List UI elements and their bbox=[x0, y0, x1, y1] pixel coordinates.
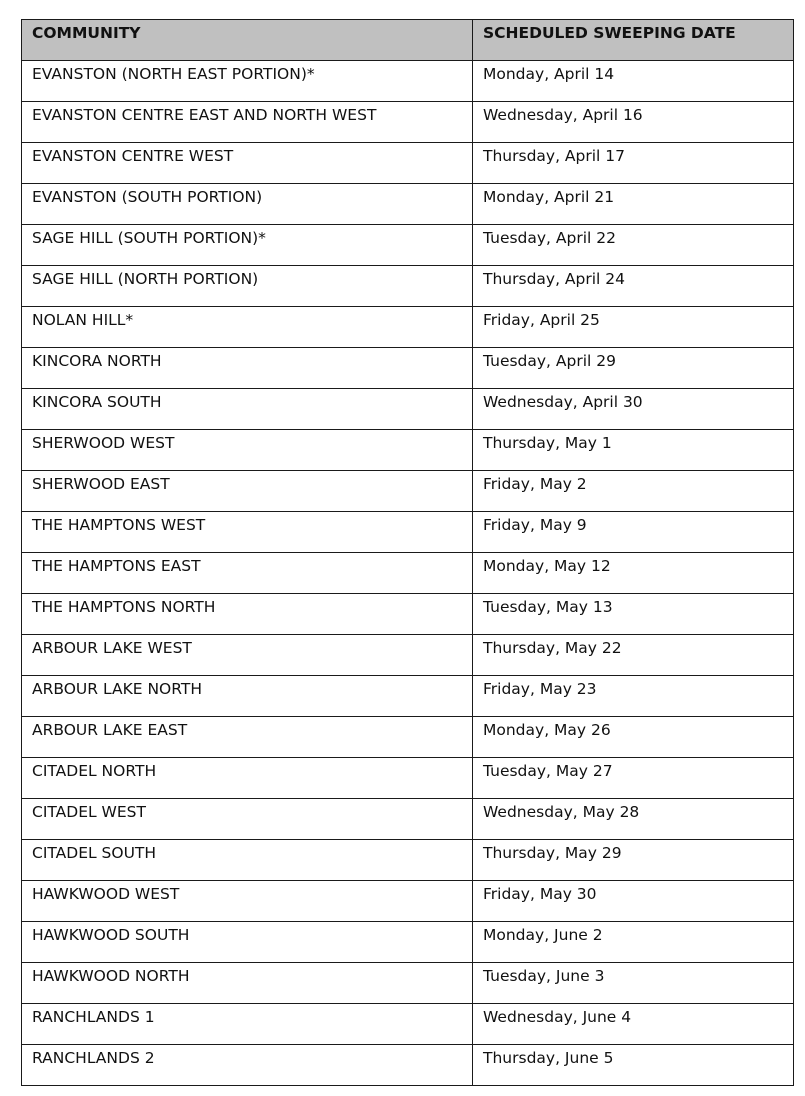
community-cell: RANCHLANDS 1 bbox=[22, 1004, 473, 1045]
community-cell: CITADEL WEST bbox=[22, 799, 473, 840]
community-cell: EVANSTON (NORTH EAST PORTION)* bbox=[22, 61, 473, 102]
table-row bbox=[22, 717, 794, 758]
community-cell: HAWKWOOD WEST bbox=[22, 881, 473, 922]
sweeping-date-cell: Monday, April 21 bbox=[473, 184, 794, 225]
community-cell: EVANSTON (SOUTH PORTION) bbox=[22, 184, 473, 225]
table-row bbox=[22, 184, 794, 225]
community-cell: ARBOUR LAKE WEST bbox=[22, 635, 473, 676]
table-row bbox=[22, 635, 794, 676]
community-cell: ARBOUR LAKE EAST bbox=[22, 717, 473, 758]
sweeping-date-cell: Tuesday, April 22 bbox=[473, 225, 794, 266]
table-row bbox=[22, 225, 794, 266]
community-cell: KINCORA NORTH bbox=[22, 348, 473, 389]
table-row bbox=[22, 348, 794, 389]
sweeping-date-cell: Tuesday, April 29 bbox=[473, 348, 794, 389]
table-row bbox=[22, 307, 794, 348]
table-row bbox=[22, 266, 794, 307]
community-cell: RANCHLANDS 2 bbox=[22, 1045, 473, 1086]
sweeping-schedule-table bbox=[21, 19, 794, 1086]
sweeping-date-cell: Thursday, April 24 bbox=[473, 266, 794, 307]
column-header-scheduled-sweeping-date: SCHEDULED SWEEPING DATE bbox=[473, 20, 794, 61]
sweeping-date-cell: Wednesday, April 30 bbox=[473, 389, 794, 430]
sweeping-date-cell: Friday, May 23 bbox=[473, 676, 794, 717]
community-cell: NOLAN HILL* bbox=[22, 307, 473, 348]
community-cell: SAGE HILL (SOUTH PORTION)* bbox=[22, 225, 473, 266]
community-cell: THE HAMPTONS WEST bbox=[22, 512, 473, 553]
sweeping-date-cell: Thursday, May 1 bbox=[473, 430, 794, 471]
table-row bbox=[22, 61, 794, 102]
sweeping-date-cell: Friday, May 30 bbox=[473, 881, 794, 922]
community-cell: THE HAMPTONS EAST bbox=[22, 553, 473, 594]
table-row bbox=[22, 963, 794, 1004]
sweeping-date-cell: Monday, June 2 bbox=[473, 922, 794, 963]
sweeping-date-cell: Tuesday, June 3 bbox=[473, 963, 794, 1004]
table-row bbox=[22, 389, 794, 430]
sweeping-date-cell: Wednesday, April 16 bbox=[473, 102, 794, 143]
table-row bbox=[22, 512, 794, 553]
table-body bbox=[22, 61, 794, 1086]
community-cell: THE HAMPTONS NORTH bbox=[22, 594, 473, 635]
sweeping-date-cell: Thursday, May 22 bbox=[473, 635, 794, 676]
header-row bbox=[22, 20, 794, 61]
community-cell: EVANSTON CENTRE EAST AND NORTH WEST bbox=[22, 102, 473, 143]
sweeping-date-cell: Thursday, June 5 bbox=[473, 1045, 794, 1086]
table-row bbox=[22, 1045, 794, 1086]
sweeping-date-cell: Friday, May 2 bbox=[473, 471, 794, 512]
table-header bbox=[22, 20, 794, 61]
table-row bbox=[22, 840, 794, 881]
table-row bbox=[22, 102, 794, 143]
table-row bbox=[22, 594, 794, 635]
community-cell: CITADEL SOUTH bbox=[22, 840, 473, 881]
table-row bbox=[22, 676, 794, 717]
table-row bbox=[22, 799, 794, 840]
table-row bbox=[22, 143, 794, 184]
sweeping-date-cell: Tuesday, May 13 bbox=[473, 594, 794, 635]
table-row bbox=[22, 922, 794, 963]
table-row bbox=[22, 471, 794, 512]
community-cell: SHERWOOD WEST bbox=[22, 430, 473, 471]
sweeping-schedule-document bbox=[21, 19, 793, 1086]
sweeping-date-cell: Wednesday, May 28 bbox=[473, 799, 794, 840]
sweeping-date-cell: Monday, May 26 bbox=[473, 717, 794, 758]
sweeping-date-cell: Thursday, May 29 bbox=[473, 840, 794, 881]
community-cell: SAGE HILL (NORTH PORTION) bbox=[22, 266, 473, 307]
sweeping-date-cell: Wednesday, June 4 bbox=[473, 1004, 794, 1045]
community-cell: ARBOUR LAKE NORTH bbox=[22, 676, 473, 717]
table-row bbox=[22, 1004, 794, 1045]
community-cell: HAWKWOOD SOUTH bbox=[22, 922, 473, 963]
community-cell: CITADEL NORTH bbox=[22, 758, 473, 799]
sweeping-date-cell: Thursday, April 17 bbox=[473, 143, 794, 184]
community-cell: SHERWOOD EAST bbox=[22, 471, 473, 512]
column-header-community: COMMUNITY bbox=[22, 20, 473, 61]
community-cell: KINCORA SOUTH bbox=[22, 389, 473, 430]
sweeping-date-cell: Monday, May 12 bbox=[473, 553, 794, 594]
sweeping-date-cell: Friday, April 25 bbox=[473, 307, 794, 348]
sweeping-date-cell: Friday, May 9 bbox=[473, 512, 794, 553]
community-cell: HAWKWOOD NORTH bbox=[22, 963, 473, 1004]
sweeping-date-cell: Monday, April 14 bbox=[473, 61, 794, 102]
community-cell: EVANSTON CENTRE WEST bbox=[22, 143, 473, 184]
sweeping-date-cell: Tuesday, May 27 bbox=[473, 758, 794, 799]
table-row bbox=[22, 881, 794, 922]
table-row bbox=[22, 758, 794, 799]
table-row bbox=[22, 430, 794, 471]
table-row bbox=[22, 553, 794, 594]
